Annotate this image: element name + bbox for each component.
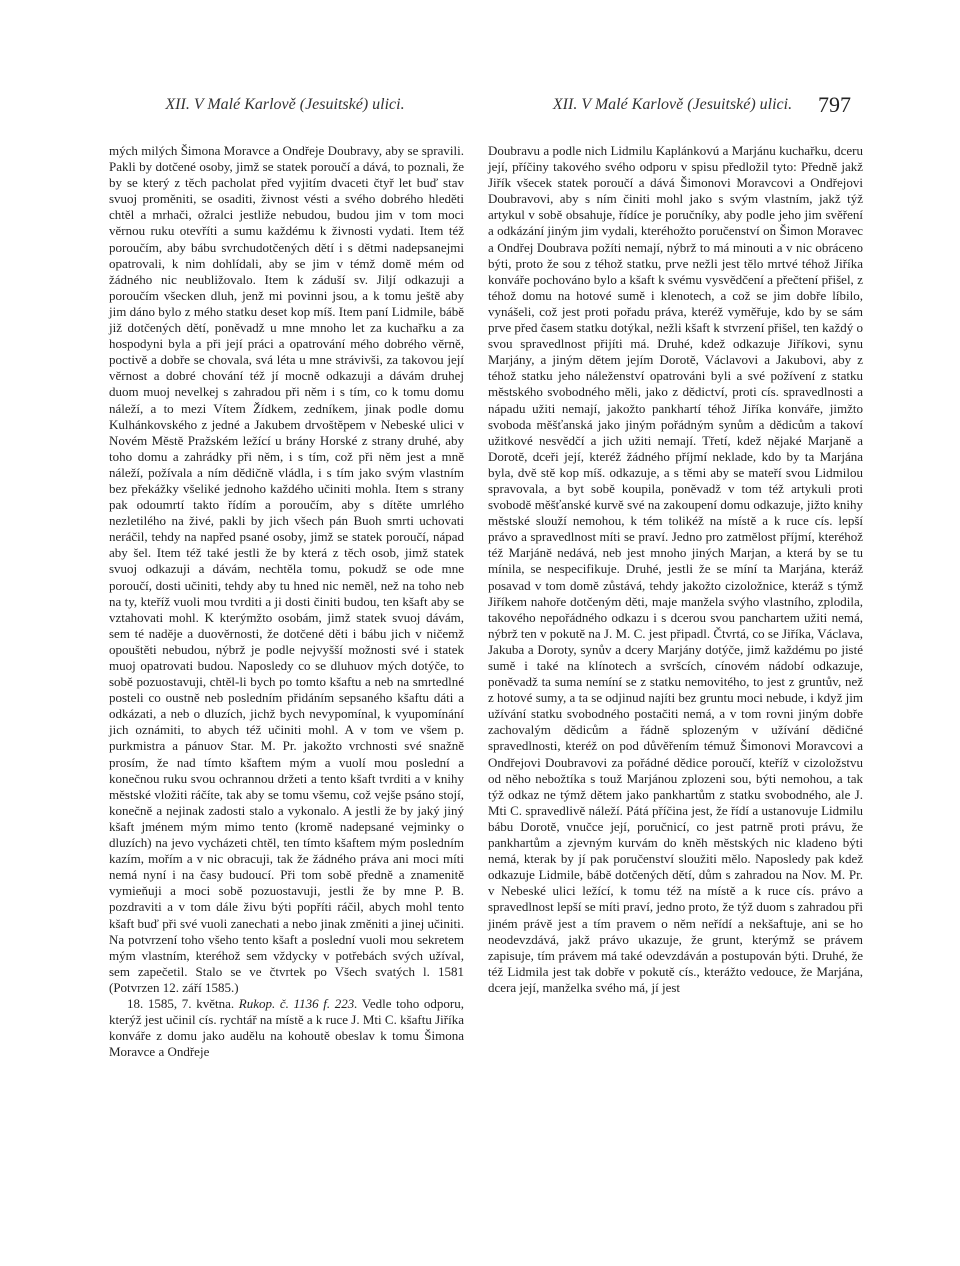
left-paragraph-1: mých milých Šimona Moravce a Ondřeje Doubravy, aby se spravili. Pakli by dotčené osoby, jimž se statek poroučí a dává, to poznali, že by se který z těch pacholat před vyjitím dvaceti čtyř let buď stav svuoj proměniti, se osaditi, živnost vésti a svého dobrého hleděti chtěl a mrhači, ožralci jestliže nebudou, budou jim v tom moci věrnou ruku otevříti a sumu každému k živnosti vydati. Item též poroučím, aby bábu svrchudotčených dětí i s dětmi nadepsanejmi opatrovali, k nim dohlídali, aby se jim v témž domě mém od žádného nic neubližovalo. Item k záduší sv. Jiljí odkazuji a poroučím všecken dluh, jenž mi povinni jsou, a k tomu ještě aby jim dáno bylo z mého statku deset kop míš. Item paní Lidmile, bábě již dotčených dětí, poněvadž u mne mnoho let za kuchařku a za hospodyni byla a při její práci a opatrování mého dobrého věrně, poctivě a dobře se chovala, svá léta u mne strávivši, za takovou její věrnost a dobré chování též jí mocně odkazuji a dávám druhej duom muoj nevelkej s zahradou při něm i s tím, co k tomu domu náleží, a to mezi Vítem Žídkem, zedníkem, jinak podle domu Kulhánkovského z jedné a Jakubem drvoštěpem v Nebeské ulici v Novém Městě Pražském ležící u brány Horské z strany druhé, aby toho domu a zahrádky při něm, i s tím, což při něm jest a mně náleží, požívala a ním dědičně vládla, i s tím jako svým vlastním bez překážky všeliké jednoho každého učiniti mohla. Item s strany pak odoumrtí takto řídím a poroučím, aby s dítěte umrlého nezletilého na živé, pakli by jich všech pán Buoh smrti uchovati neráčil, tehdy na napřed psané osoby, jimž se statek poroučí, nápad aby šel. Item též také jestli že by která z těch osob, jimž statek svuoj odkazuji a dávám, nechtěla tomu, pokudž se ode mne poroučí, dosti učiniti, tehdy aby tu hned nic neměl, než na toho neb na ty, kteříž vuoli mou tvrditi a ji dosti činiti budou, ten kšaft aby se vztahovati mohl. K kterýmžto osobám, jimž statek svuoj dávám, sem té naděje a duověrnosti, že dotčené děti i bábu jich v ničemž opouštěti nebudou, nýbrž je podle nejvyšší možnosti své i statek muoj opatrovati budou. Naposledy co se dluhuov mých dotýče, to sobě pozuostavuji, chtěl-li bych po tomto kšaftu a neb na smrtedlné posteli co oustně neb posledním přidáním sepsaného kšaftu dáti a odkázati, a neb o dluzích, jichž bych nevypomínal, k vyupomínání jich oznámiti, to abych též učiniti mohl. A v tom ve všem p. purkmistra a pánuov Star. M. Pr. jakožto vrchnosti své snažně prosím, že nad tímto kšaftem mým a vuolí mou poslední a konečnou ruku svou ochrannou držeti a tento kšaft tvrditi a v knihy městské vložiti ráčíte, tak aby se tomu všemu, což vejše psáno stojí, konečně a nejinak zadosti stalo a vykonalo. A jestli že by jaký jiný kšaft jménem mým mimo tento (kromě nadepsané vejminky o dluzích) na jevo vycházeti chtěl, ten tímto kšaftem mým posledním kazím, mořím a v nic obracuji, tak že žádného práva ani moci míti nemá nyní i na časy budoucí. Při tom sobě předně a znamenitě vymieňuji a moci sobě pozuostavuji, jestli že by mne P. B. pozdraviti a v tom dále živu býti popříti ráčil, abych mohl tento kšaft buď při své vuoli zanechati a nebo jinak změniti a jinej učiniti. Na potvrzení toho všeho tento kšaft a poslední vuoli mou sekretem mým vlastním, kteréhož sem vždycky v potřebách svých užíval, sem zapečetil. Stalo se ve čtvrtek po Všech svatých l. 1581 (Potvrzen 12. září 1585.) — [109, 143, 464, 995]
entry-text: Vedle toho odporu, kterýž jest učinil cís. rychtář na místě a k ruce J. Mti C. kšaftu Jiříka konváře z domu jako audělu na kohoutě obeslav k tomu Šimona Moravce a Ondřeje — [109, 995, 465, 1060]
manuscript-reference: Rukop. č. 1136 f. 223. — [238, 995, 358, 1011]
entry-number: 18. 1585, 7. května. — [127, 995, 235, 1011]
left-column — [109, 143, 464, 1060]
running-header-right: XII. V Malé Karlově (Jesuitské) ulici. — [552, 96, 793, 113]
right-column — [488, 143, 863, 996]
running-header-left: XII. V Malé Karlově (Jesuitské) ulici. — [165, 96, 405, 113]
page-number: 797 — [818, 92, 851, 117]
right-paragraph-1: Doubravu a podle nich Lidmilu Kaplánkovú a Marjánu kuchařku, dceru její, příčiny takového svého odporu v spisu předložil tyto: Předně jakž Jiřík všecek statek poroučí a dává Šimonovi Moravcovi a Ondřejovi Doubravovi, aby s ním činiti mohl jako s svým vlastním, jakž týž artykul v sobě obsahuje, řídíce je poručníky, aby podle jeho jim svěření a odkázání jiným jim vydali, kteréhožto poručenství on Šimon Moravec a Ondřej Doubrava požíti nemají, nýbrž to má minouti a v nic obráceno býti, proto že sou z téhož statku, prve nežli jest tělo mrtvé téhož Jiříka konváře pochováno bylo a kšaft k svému vysvědčení a přečtení přišel, z téhož domu na hotové sumě i klenotech, a což se jim dobře líbilo, vynášeli, což jest proti pořadu práva, kteréž vyměřuje, kdo by se sám prve před časem statku dotýkal, nežli kšaft k stvrzení přišel, ten každý o svou spravedlnost přijíti má. Druhé, kdež odkazuje Jiříkovi, synu Marjány, a jiným dětem jejím Dorotě, Václavovi a Jakubovi, aby z téhož statku jeho náleženství opatrováni byli a své požívení z statku městského svobodného měli, jako z dědictví, proti cís. spravedlnosti a nápadu užiti nemají, jakožto pankhartí téhož Jiříka konváře, jimžto svoboda měšťanská jako jiným pořádným synům a dědicům a takoví užitkové nesvědčí a jich užiti nemají. Třetí, kdež nějaké Marjaně a Dorotě, dceři její, kteréž žádného příjmí neklade, kdo by ta Marjána byla, dvě stě kop míš. odkazuje, a s těmi aby se mateří svou Lidmilou spravovala, a byt sobě koupila, poněvadž v tom též artykuli proti svobodě měšťanské kurvě své na zakoupení domu odkazuje, jižto knihy městské slouží nemohou, k tém tolikéž na místě a k ruce cís. lepší právo a spravedlnost míti se praví. Jedno pro zatmělost příjmí, kteréhož též Marjáně nedává, neb jest mnoho jiných Marjan, a která by se tu mínila, se nespecifikuje. Druhé, jestli že se míní ta Marjána, kteráž posavad v tom domě zůstává, tehdy jakožto cizoložnice, kteráž s týmž Jiříkem nahoře dotčeným děti, maje manžela svýho vlastního, zplodila, takového nepořádného odkazu i s dcerou svou panchartem užiti nemá, nýbrž ten v pokutě na J. M. C. jest připadl. Čtvrtá, co se Jiříka, Václava, Jakuba a Doroty, synův a dcery Marjány dotýče, jimž každému po jisté sumě i také na klínotech a svršcích, cínovém nádobí odkazuje, poněvadž ta suma nemíní se z statku nemovitého, to jest z gruntův, než z hotové sumy, a ta se odjinud najíti bez gruntu moci nebude, i když jim užívání statku svobodného postačiti nemá, a v tom rovni jiným dobře zachovalým dědicům a řádně splozeným v užívání dědičné spravedlnosti, kteréž on pod důvěřením témuž Šimonovi Moravcovi a Ondřejovi Doubravovi za pořádné dědice poroučí, kteříž v cizoložstvu od něho nebožtíka s touž Marjánou zplozeni sou, býti nemohou, a tak týž odkaz ne týmž dětem jako pankhartům z statku svobodného, ale J. Mti C. spravedlivě náleží. Pátá příčina jest, že řídí a ustanovuje Lidmilu bábu Dorotě, vnučce její, poručnicí, co jest patrně proti právu, že pankhartům a zjevným kurvám do kněh městských nic kladeno býti nemá, kterak by jí pak poručenství sloužiti mělo. Naposledy pak kdež odkazuje Lidmile, bábě dotčených dětí, dům s zahradou na Nov. M. Pr. v Nebeské ulici ležící, k tomu též na místě a k ruce cís. právo a spravedlnost lepší se míti praví, jedno proto, že týž duom s zahradou při jiném právě jest a tím pravem o něm neřídí a nekšaftuje, ani se ho neodevzdává, jakž právo ukazuje, že grunt, kterýmž se právem zapisuje, tím právem má také odevzdáván a postupován býti. Druhé, že též Lidmila jest tak dobře v pokutě cís., kterážto vedouce, že Marjána, dcera její, manželka svého má, jí jest — [488, 143, 863, 995]
left-paragraph-2 — [109, 996, 464, 1060]
